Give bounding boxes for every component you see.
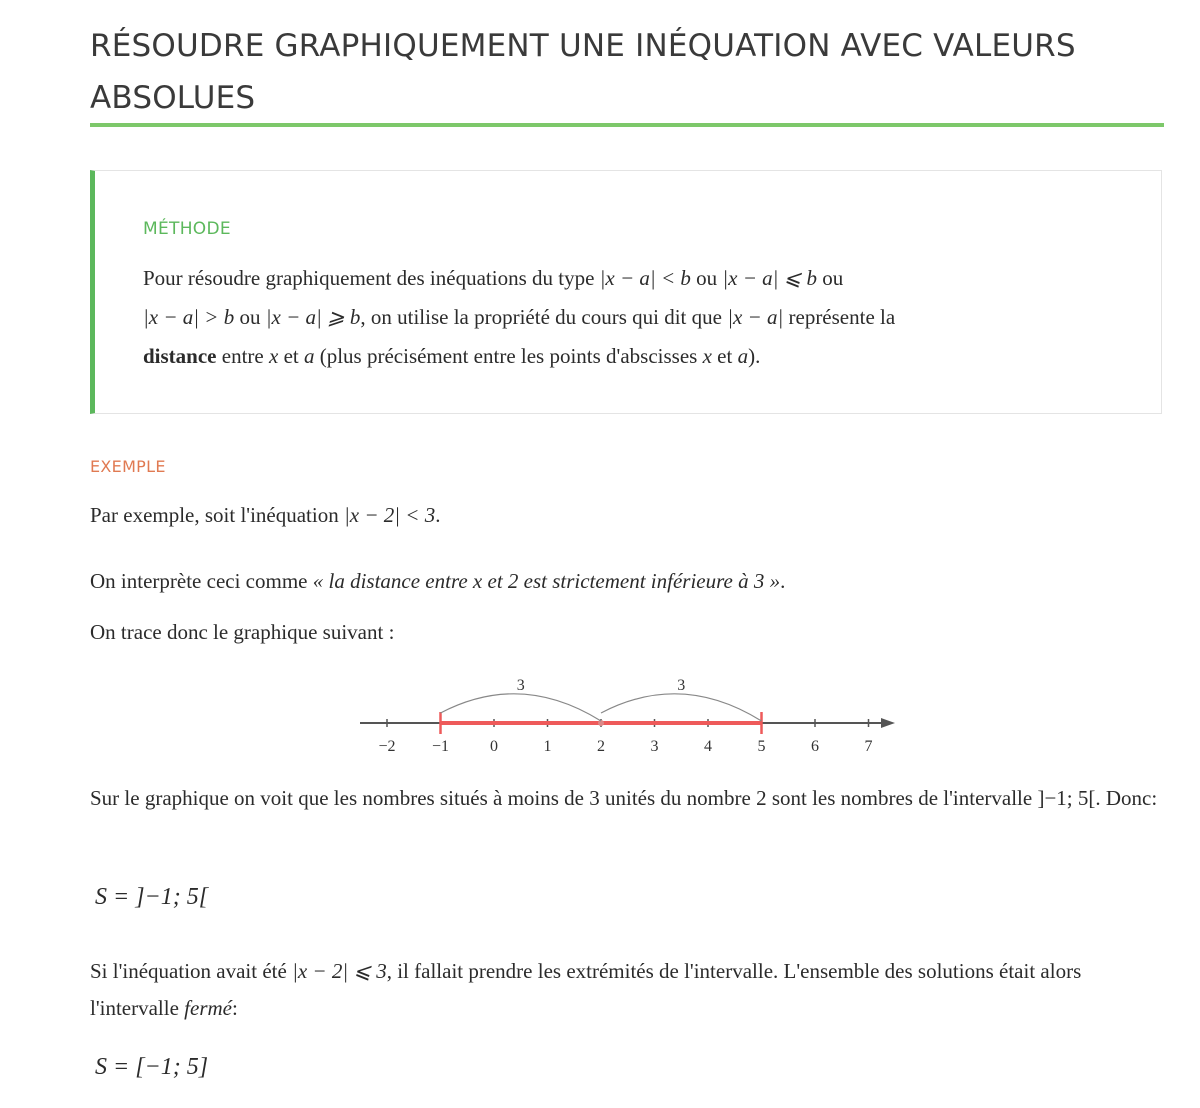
p1-math: |x − 2| < 3: [343, 503, 436, 527]
method-text-9: et: [283, 344, 299, 368]
solution-set-open: S = ]−1; 5[: [95, 884, 209, 910]
method-text-3: ou: [822, 266, 844, 290]
method-text: [143, 259, 1133, 376]
method-math-8: x: [702, 344, 712, 368]
method-math-4: |x − a| ⩾ b: [265, 305, 361, 329]
method-math-6: x: [268, 344, 279, 368]
p4-text-2: . Donc:: [1095, 786, 1158, 810]
interval-group: [441, 712, 762, 734]
p4-text-1: Sur le graphique on voit que les nombres situés à moins de 3 unités du nombre 2 sont les nombres de l'intervalle: [90, 786, 1033, 810]
p5-text-1: Si l'inéquation avait été: [90, 959, 287, 983]
p5-math: |x − 2| ⩽ 3: [292, 959, 387, 983]
tick-label: 1: [543, 738, 552, 755]
p2-quote: « la distance entre x et 2 est strictement inférieure à 3 »: [312, 569, 781, 593]
distance-arc: [441, 694, 602, 721]
method-math-5: |x − a|: [727, 305, 784, 329]
method-text-12: ).: [748, 344, 761, 368]
method-text-8: entre: [221, 344, 264, 368]
method-text-4: ou: [239, 305, 261, 329]
tick-label: 6: [811, 738, 819, 755]
number-line-graph: [355, 668, 915, 768]
method-text-11: et: [717, 344, 733, 368]
method-box: [90, 170, 1162, 414]
p2-end: .: [780, 569, 786, 593]
tick-label: 0: [490, 738, 498, 755]
method-text-10: (plus précisément entre les points d'abscisses: [319, 344, 698, 368]
tick-label: 3: [650, 738, 659, 755]
method-math-7: a: [303, 344, 315, 368]
p5-text-3: :: [232, 996, 238, 1020]
p1-end: .: [435, 503, 441, 527]
distance-arc: [601, 694, 762, 721]
tick-label: 7: [864, 738, 873, 755]
p5-text-2: , il fallait prendre les extrémités de l'intervalle. L'ensemble des solutions était alors l'intervalle: [90, 959, 1082, 1020]
p2-text: On interprète ceci comme: [90, 569, 308, 593]
arc-label: 3: [516, 677, 525, 694]
example-paragraph-1: [90, 497, 440, 534]
method-text-2: ou: [696, 266, 718, 290]
p5-emphasis: fermé: [184, 996, 232, 1020]
method-math-9: a: [737, 344, 749, 368]
example-paragraph-2: [90, 563, 785, 600]
solution-set-closed: S = [−1; 5]: [95, 1054, 209, 1080]
method-label: MÉTHODE: [143, 219, 231, 239]
arc-label: 3: [677, 677, 686, 694]
tick-label: 2: [597, 738, 605, 755]
method-text-5: , on utilise la propriété du cours qui dit que: [360, 305, 722, 329]
tick-label: −2: [378, 738, 396, 755]
distance-arcs: [441, 677, 762, 721]
p4-math: ]−1; 5[: [1037, 786, 1096, 810]
method-math-3: |x − a| > b: [143, 305, 235, 329]
tick-label: 5: [757, 738, 766, 755]
tick-label: 4: [704, 738, 712, 755]
p1-text: Par exemple, soit l'inéquation: [90, 503, 339, 527]
method-text-1: Pour résoudre graphiquement des inéquations du type: [143, 266, 595, 290]
example-paragraph-4: [90, 780, 1160, 817]
method-math-2: |x − a| ⩽ b: [722, 266, 818, 290]
tick-label: −1: [431, 738, 450, 755]
title-underline: [90, 123, 1164, 127]
axis-arrow-icon: [881, 718, 895, 728]
page-title: RÉSOUDRE GRAPHIQUEMENT UNE INÉQUATION AVEC VALEURS ABSOLUES: [90, 28, 1076, 116]
method-text-6: représente la: [788, 305, 896, 329]
method-distance-term: distance: [143, 344, 217, 368]
example-paragraph-3: On trace donc le graphique suivant :: [90, 620, 395, 644]
method-math-1: |x − a| < b: [599, 266, 691, 290]
example-paragraph-5: [90, 953, 1165, 1027]
example-label: EXEMPLE: [90, 457, 166, 476]
